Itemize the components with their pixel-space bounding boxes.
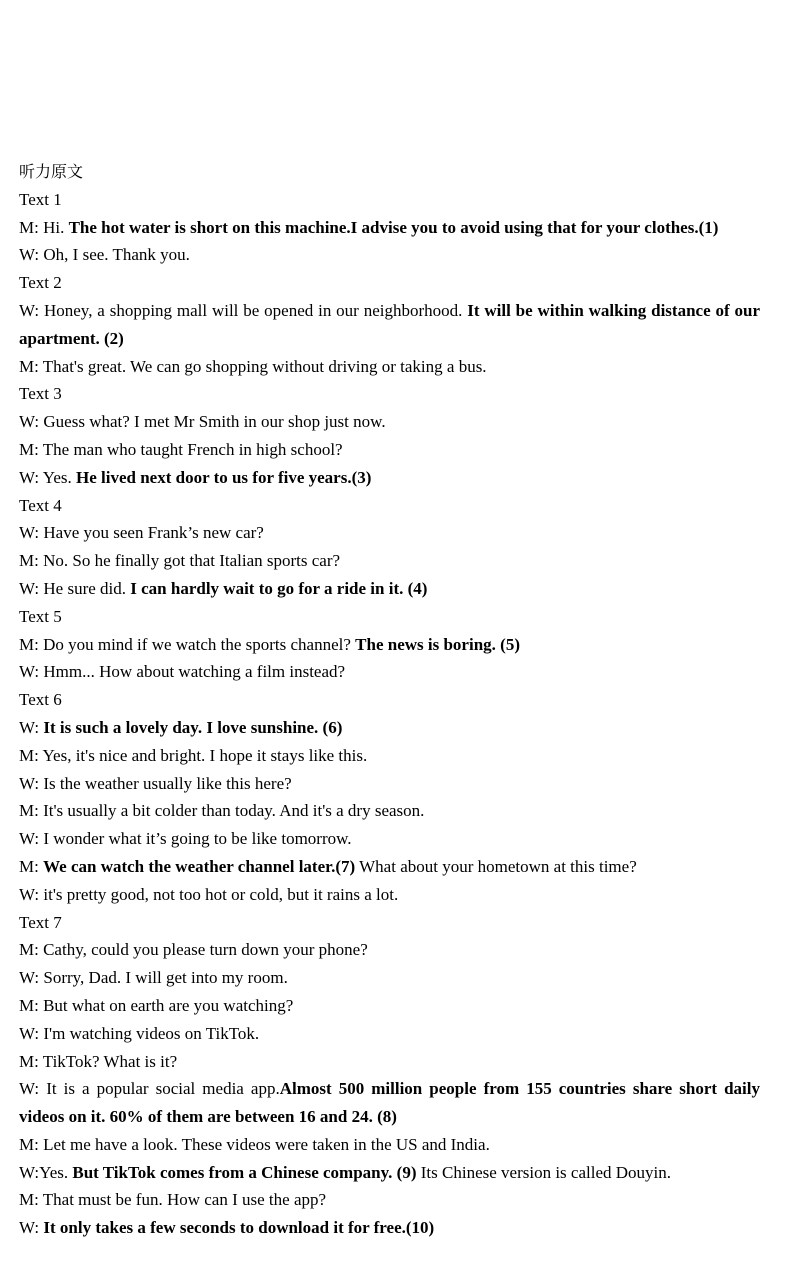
- answer-key-text: I can hardly wait to go for a ride in it. (4): [130, 578, 428, 598]
- transcript-lines: [19, 186, 760, 1242]
- answer-key-text: Almost 500 million people from 155 countries share short daily videos on it. 60% of them are between 16 and 24. (8): [19, 1079, 760, 1127]
- section-heading: [19, 380, 760, 408]
- dialogue-text: W: He sure did.: [19, 578, 131, 598]
- dialogue-text: M: It's usually a bit colder than today. And it's a dry season.: [19, 801, 425, 821]
- dialogue-text: W: I'm watching videos on TikTok.: [19, 1023, 260, 1043]
- dialogue-text: What about your hometown at this time?: [355, 856, 637, 876]
- dialogue-line: [19, 241, 760, 269]
- dialogue-text: M: The man who taught French in high school?: [19, 439, 343, 459]
- answer-key-text: It only takes a few seconds to download it for free.(10): [43, 1218, 435, 1238]
- dialogue-text: M: That must be fun. How can I use the app?: [19, 1190, 327, 1210]
- dialogue-text: W: Honey, a shopping mall will be opened in our neighborhood.: [19, 300, 468, 320]
- dialogue-text: M:: [19, 856, 44, 876]
- dialogue-text: W: Yes.: [19, 467, 76, 487]
- dialogue-line: [19, 1214, 760, 1242]
- dialogue-line: [19, 1186, 760, 1214]
- dialogue-text: Text 7: [19, 912, 62, 932]
- dialogue-text: M: Hi.: [19, 217, 69, 237]
- dialogue-text: M: Let me have a look. These videos were taken in the US and India.: [19, 1134, 490, 1154]
- section-heading: [19, 686, 760, 714]
- dialogue-text: W: Have you seen Frank’s new car?: [19, 523, 264, 543]
- section-heading: [19, 186, 760, 214]
- answer-key-text: It is such a lovely day. I love sunshine. (6): [43, 717, 343, 737]
- dialogue-text: M: TikTok? What is it?: [19, 1051, 178, 1071]
- answer-key-text: We can watch the weather channel later.(7): [43, 856, 356, 876]
- dialogue-line: [19, 519, 760, 547]
- dialogue-line: [19, 464, 760, 492]
- dialogue-text: Text 5: [19, 606, 62, 626]
- dialogue-line: [19, 936, 760, 964]
- dialogue-text: M: But what on earth are you watching?: [19, 995, 294, 1015]
- document-title: 听力原文: [19, 162, 84, 181]
- dialogue-text: W:Yes.: [19, 1162, 73, 1182]
- dialogue-line: [19, 353, 760, 381]
- dialogue-text: W:: [19, 717, 44, 737]
- dialogue-text: Text 6: [19, 690, 62, 710]
- dialogue-text: Its Chinese version is called Douyin.: [416, 1162, 672, 1182]
- dialogue-line: [19, 714, 760, 742]
- dialogue-line: [19, 1020, 760, 1048]
- dialogue-line: [19, 1131, 760, 1159]
- dialogue-line: [19, 408, 760, 436]
- section-heading: [19, 909, 760, 937]
- dialogue-line: [19, 964, 760, 992]
- dialogue-text: W:: [19, 1218, 44, 1238]
- dialogue-line: [19, 436, 760, 464]
- dialogue-text: M: Do you mind if we watch the sports channel?: [19, 634, 356, 654]
- dialogue-text: W: Hmm... How about watching a film instead?: [19, 662, 346, 682]
- dialogue-text: Text 3: [19, 384, 62, 404]
- dialogue-line: [19, 1048, 760, 1076]
- answer-key-text: It will be within walking distance of our apartment. (2): [19, 300, 760, 348]
- dialogue-line: [19, 797, 760, 825]
- dialogue-text: M: Yes, it's nice and bright. I hope it stays like this.: [19, 745, 368, 765]
- dialogue-text: W: it's pretty good, not too hot or cold, but it rains a lot.: [19, 884, 399, 904]
- transcript-document: [19, 158, 760, 1242]
- dialogue-text: W: Sorry, Dad. I will get into my room.: [19, 968, 288, 988]
- dialogue-line: [19, 825, 760, 853]
- dialogue-text: M: No. So he finally got that Italian sports car?: [19, 551, 341, 571]
- dialogue-line: [19, 742, 760, 770]
- dialogue-line: [19, 992, 760, 1020]
- dialogue-line: [19, 658, 760, 686]
- section-heading: [19, 269, 760, 297]
- dialogue-text: W: Oh, I see. Thank you.: [19, 245, 190, 265]
- dialogue-line: [19, 853, 760, 881]
- answer-key-text: He lived next door to us for five years.(3): [76, 467, 372, 487]
- answer-key-text: The hot water is short on this machine.I advise you to avoid using that for your clothes.(1): [68, 217, 719, 237]
- section-heading: [19, 603, 760, 631]
- dialogue-text: W: Is the weather usually like this here?: [19, 773, 292, 793]
- dialogue-line: [19, 575, 760, 603]
- dialogue-text: Text 4: [19, 495, 62, 515]
- dialogue-text: Text 2: [19, 273, 62, 293]
- dialogue-text: W: I wonder what it’s going to be like tomorrow.: [19, 829, 352, 849]
- dialogue-line: [19, 881, 760, 909]
- dialogue-line: [19, 1159, 760, 1187]
- dialogue-text: Text 1: [19, 189, 62, 209]
- section-heading: [19, 492, 760, 520]
- answer-key-text: The news is boring. (5): [355, 634, 520, 654]
- dialogue-text: M: Cathy, could you please turn down your phone?: [19, 940, 368, 960]
- answer-key-text: But TikTok comes from a Chinese company. (9): [72, 1162, 417, 1182]
- dialogue-text: M: That's great. We can go shopping without driving or taking a bus.: [19, 356, 487, 376]
- dialogue-line: [19, 1075, 760, 1131]
- dialogue-line: [19, 297, 760, 353]
- dialogue-text: W: Guess what? I met Mr Smith in our shop just now.: [19, 412, 386, 432]
- dialogue-text: W: It is a popular social media app.: [19, 1079, 280, 1099]
- dialogue-line: [19, 214, 760, 242]
- dialogue-line: [19, 770, 760, 798]
- dialogue-line: [19, 631, 760, 659]
- dialogue-line: [19, 547, 760, 575]
